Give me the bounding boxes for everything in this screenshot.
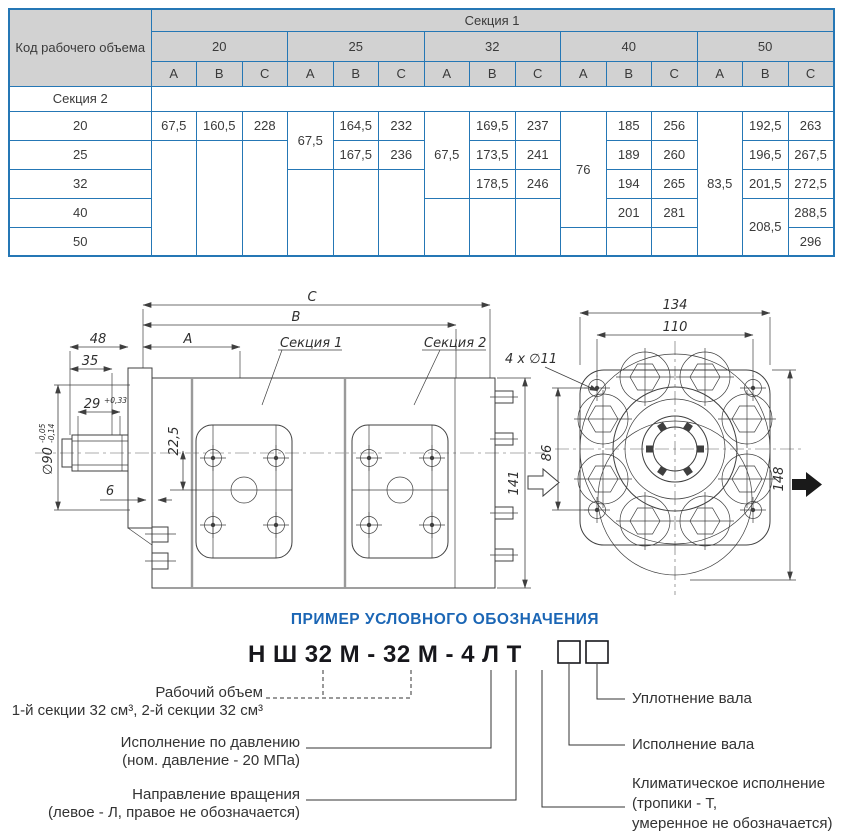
code-header-32: 32 (424, 31, 561, 61)
col-header-c: C (515, 61, 561, 86)
code-header-50: 50 (697, 31, 834, 61)
table-cell-empty (288, 169, 334, 256)
table-cell: 256 (652, 111, 698, 140)
table-cell: 241 (515, 140, 561, 169)
table-cell: 272,5 (788, 169, 834, 198)
dim-22-5: 22,5 (167, 426, 182, 456)
dim-29: 29 (83, 397, 101, 412)
dia90-upper-tolerance: -0,05 (38, 423, 47, 443)
col-header-c: C (379, 61, 425, 86)
climate-label-line2: (тропики - Т, (632, 795, 717, 812)
dim-6: 6 (105, 484, 115, 499)
table-cell-empty (424, 198, 470, 256)
row-label: 32 (9, 169, 151, 198)
dim-148: 148 (772, 466, 787, 492)
designation-code: Н Ш 32 М - 32 М - 4 Л Т (248, 641, 522, 668)
dim-48: 48 (89, 332, 107, 347)
dim-dia90 (38, 423, 56, 475)
table-cell-empty (151, 86, 834, 111)
shaft-seal-label: Уплотнение вала (632, 690, 752, 707)
col-header-c: C (652, 61, 698, 86)
col-header-c: C (242, 61, 288, 86)
dim-110: 110 (662, 320, 688, 335)
table-cell: 167,5 (333, 140, 379, 169)
table-cell: 67,5 (424, 111, 470, 198)
working-volume-label-line2: 1-й секции 32 см³, 2-й секции 32 см³ (11, 702, 263, 719)
table-cell-empty (515, 198, 561, 256)
dimension-table (8, 8, 835, 257)
climate-label-line3: умеренное не обозначается) (632, 815, 833, 832)
section1-port-plate (196, 425, 292, 558)
col-header-a: A (288, 61, 334, 86)
dim-4xd11: 4 x ∅11 (505, 352, 558, 367)
section1-header: Секция 1 (151, 9, 834, 31)
dim-141: 141 (507, 470, 522, 496)
table-cell-empty (561, 227, 607, 256)
code-header-25: 25 (288, 31, 425, 61)
row-label: 20 (9, 111, 151, 140)
section2-port-plate (352, 425, 448, 558)
table-cell: 83,5 (697, 111, 743, 256)
table-cell: 169,5 (470, 111, 516, 140)
table-cell: 281 (652, 198, 698, 227)
table-cell: 265 (652, 169, 698, 198)
table-cell-empty (242, 140, 288, 256)
table-cell: 67,5 (288, 111, 334, 169)
table-cell: 185 (606, 111, 652, 140)
row-label: 25 (9, 140, 151, 169)
col-header-a: A (561, 61, 607, 86)
table-cell: 296 (788, 227, 834, 256)
col-header-a: A (424, 61, 470, 86)
dim-86: 86 (540, 444, 555, 462)
mounting-flange (128, 368, 152, 528)
dim-A: A (183, 332, 193, 347)
table-cell: 164,5 (333, 111, 379, 140)
dia90-lower-tolerance: -0,14 (47, 423, 56, 443)
table-cell-empty (470, 198, 516, 256)
table-cell: 76 (561, 111, 607, 227)
table-cell: 208,5 (743, 198, 789, 256)
table-cell: 173,5 (470, 140, 516, 169)
table-cell: 267,5 (788, 140, 834, 169)
code-header-40: 40 (561, 31, 698, 61)
front-view-dimensions (505, 298, 796, 580)
designation-box-2 (586, 641, 608, 663)
section2-callout: Секция 2 (424, 336, 487, 351)
col-header-b: B (333, 61, 379, 86)
table-cell: 201,5 (743, 169, 789, 198)
table-cell: 232 (379, 111, 425, 140)
technical-drawing (0, 283, 841, 603)
flow-direction-arrow-icon (792, 472, 822, 497)
table-cell: 228 (242, 111, 288, 140)
rotation-label-line2: (левое - Л, правое не обозначается) (48, 804, 300, 821)
dim-29-tolerance: +0,33 (104, 396, 127, 405)
col-header-b: B (197, 61, 243, 86)
table-cell: 246 (515, 169, 561, 198)
col-header-b: B (743, 61, 789, 86)
designation-leaders (266, 664, 625, 807)
front-view (505, 298, 822, 595)
col-header-a: A (151, 61, 197, 86)
dim-C: C (307, 290, 317, 305)
dim-134: 134 (662, 298, 688, 313)
table-cell-empty (606, 227, 652, 256)
table-cell-empty (197, 140, 243, 256)
working-volume-label-line1: Рабочий объем (155, 684, 263, 701)
table-cell: 263 (788, 111, 834, 140)
table-cell: 236 (379, 140, 425, 169)
row-label: 40 (9, 198, 151, 227)
view-direction-arrow-icon (528, 469, 559, 496)
col-header-b: B (606, 61, 652, 86)
table-corner-header: Код рабочего объема (9, 9, 151, 86)
pump-body (152, 378, 495, 588)
table-cell: 196,5 (743, 140, 789, 169)
table-cell: 288,5 (788, 198, 834, 227)
row-label: 50 (9, 227, 151, 256)
table-cell-empty (333, 169, 379, 256)
table-cell: 237 (515, 111, 561, 140)
col-header-c: C (788, 61, 834, 86)
designation-title: ПРИМЕР УСЛОВНОГО ОБОЗНАЧЕНИЯ (290, 611, 600, 628)
designation-box-1 (558, 641, 580, 663)
table-cell: 201 (606, 198, 652, 227)
table-cell: 260 (652, 140, 698, 169)
climate-label-line1: Климатическое исполнение (632, 775, 826, 792)
side-view (35, 290, 545, 588)
table-cell: 194 (606, 169, 652, 198)
code-header-20: 20 (151, 31, 288, 61)
table-cell-empty (379, 169, 425, 256)
col-header-a: A (697, 61, 743, 86)
table-cell: 189 (606, 140, 652, 169)
svg-text:∅90: ∅90 (41, 447, 56, 475)
table-cell: 160,5 (197, 111, 243, 140)
dim-35: 35 (81, 354, 99, 369)
table-cell: 67,5 (151, 111, 197, 140)
shaft-version-label: Исполнение вала (632, 736, 755, 753)
section1-callout: Секция 1 (280, 336, 343, 351)
dim-B: B (291, 310, 301, 325)
table-cell: 178,5 (470, 169, 516, 198)
side-view-dimensions (38, 290, 531, 588)
table-cell: 192,5 (743, 111, 789, 140)
pressure-label-line1: Исполнение по давлению (120, 734, 300, 751)
rotation-label-line1: Направление вращения (132, 786, 300, 803)
pressure-label-line2: (ном. давление - 20 МПа) (122, 752, 300, 769)
table-cell-empty (652, 227, 698, 256)
section2-row-label: Секция 2 (9, 86, 151, 111)
table-cell-empty (151, 140, 197, 256)
designation-example (0, 600, 841, 837)
col-header-b: B (470, 61, 516, 86)
